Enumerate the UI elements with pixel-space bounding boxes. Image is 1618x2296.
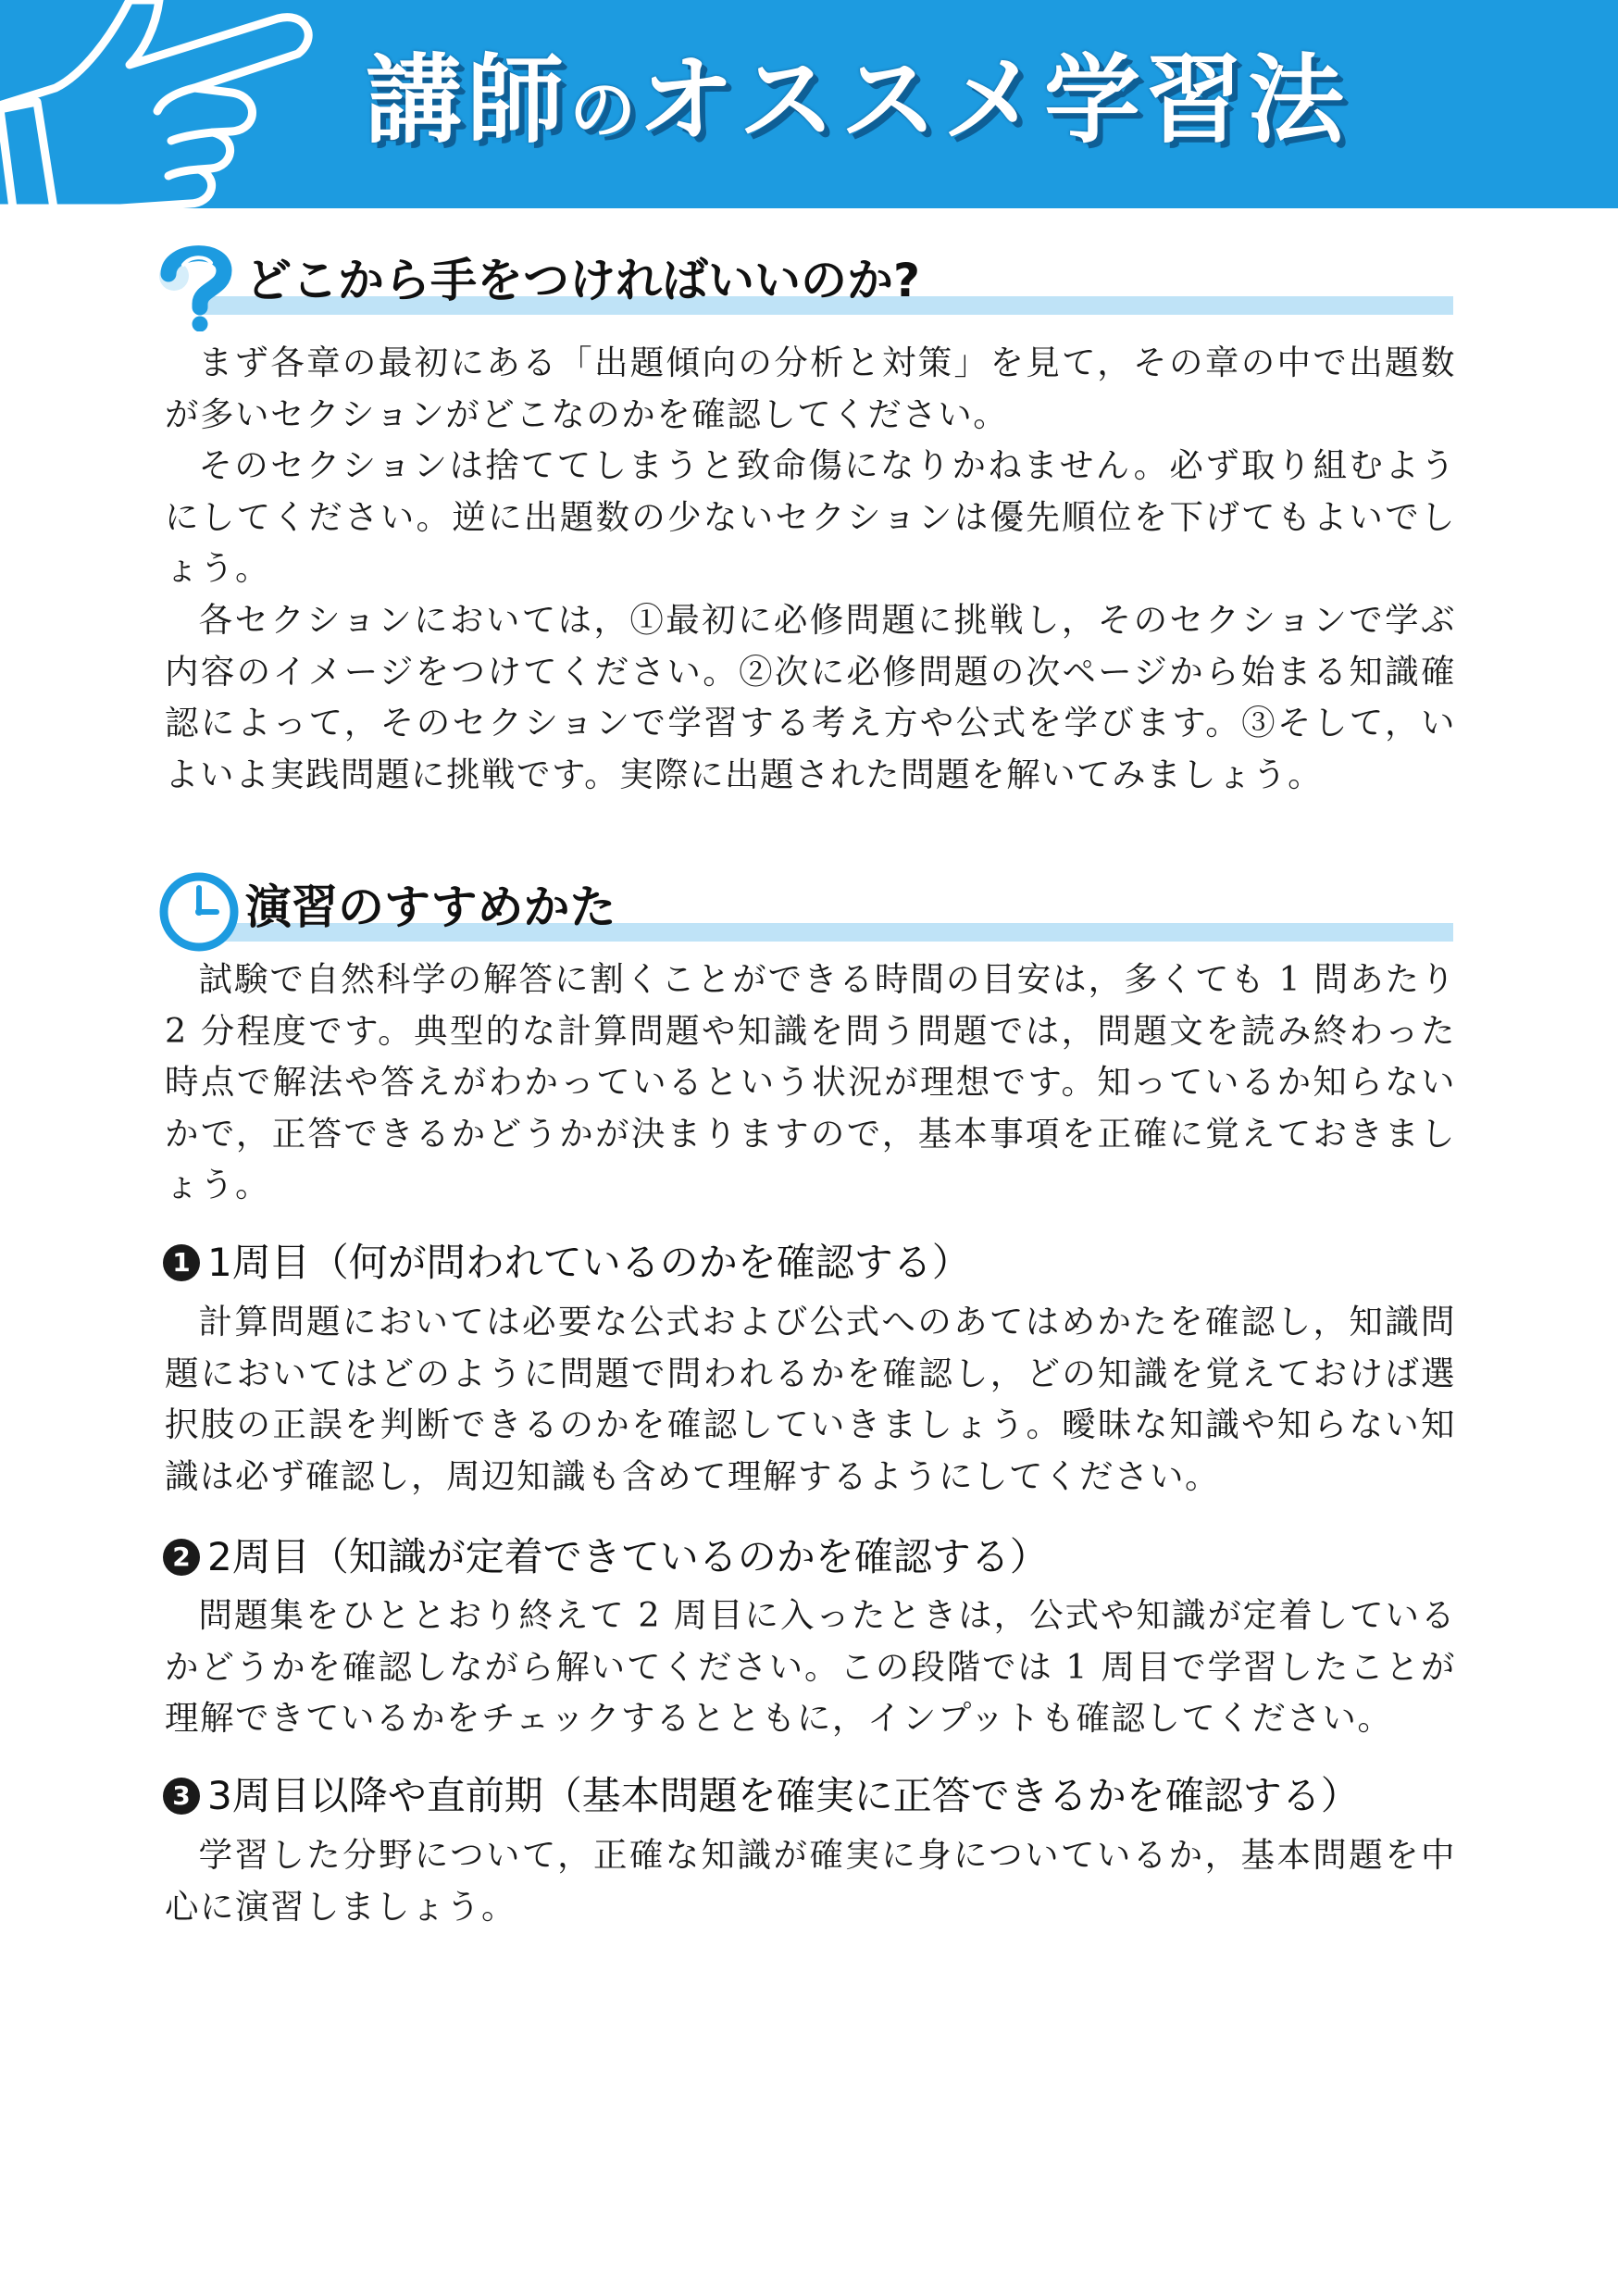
page-title	[366, 35, 1350, 175]
pointing-hand-icon	[0, 0, 352, 208]
title-part-1: 講師	[366, 44, 570, 156]
paragraph: 学習した分野について，正確な知識が確実に身についているか，基本問題を中心に演習しましょう。	[165, 1835, 1456, 1927]
step-heading-2	[163, 1529, 1049, 1585]
step-title: 1周目（何が問われているのかを確認する）	[207, 1240, 971, 1285]
step-heading-3	[163, 1768, 1360, 1824]
paragraph: 問題集をひととおり終えて 2 周目に入ったときは，公式や知識が定着しているかどうかを確認しながら解いてください。この段階では 1 周目で学習したことが理解できているかをチェックするとともに，インプットも確認してください。	[165, 1595, 1456, 1738]
clock-icon	[157, 866, 246, 958]
paragraph: 計算問題においては必要な公式および公式へのあてはめかたを確認し，知識問題においてはどのように問題で問われるかを確認し，どの知識を覚えておけば選択肢の正誤を判断できるのかを確認していきましょう。曖昧な知識や知らない知識は必ず確認し，周辺知識も含めて理解するようにしてください。	[165, 1302, 1456, 1496]
section-title: 演習のすすめかた	[245, 880, 616, 934]
paragraph: そのセクションは捨ててしまうと致命傷になりかねません。必ず取り組むようにしてください。逆に出題数の少ないセクションは優先順位を下げてもよいでしょう。	[165, 445, 1456, 588]
paragraph: まず各章の最初にある「出題傾向の分析と対策」を見て，その章の中で出題数が多いセクションがどこなのかを確認してください。	[165, 343, 1456, 434]
paragraph: 各セクションにおいては，①最初に必修問題に挑戦し，そのセクションで学ぶ内容のイメージをつけてください。②次に必修問題の次ページから始まる知識確認によって，そのセクションで学習する考え方や公式を学びます。③そして，いよいよ実践問題に挑戦です。実際に出題された問題を解いてみましょう。	[165, 600, 1456, 794]
paragraph: 試験で自然科学の解答に割くことができる時間の目安は，多くても 1 問あたり 2 分程度です。典型的な計算問題や知識を問う問題では，問題文を読み終わった時点で解法や答えがわかっているという状況が理想です。知っているか知らないかで，正答できるかどうかが決まりますので，基本事項を正確に覚えておきましょう。	[165, 959, 1456, 1204]
step-number-badge: 1	[163, 1244, 200, 1281]
section-heading-how-to-practice	[157, 866, 1453, 958]
step-number-badge: 3	[163, 1778, 200, 1815]
section-heading-where-to-start	[157, 239, 1453, 331]
step-title: 3周目以降や直前期（基本問題を確実に正答できるかを確認する）	[207, 1773, 1360, 1818]
title-part-2: の	[569, 71, 639, 149]
question-icon	[157, 239, 241, 331]
step-number-badge: 2	[163, 1539, 200, 1576]
section-title: どこから手をつければいいのか?	[245, 254, 921, 307]
step-title: 2周目（知識が定着できているのかを確認する）	[207, 1534, 1049, 1579]
step-heading-1	[163, 1235, 971, 1291]
header-banner	[0, 0, 1618, 208]
title-part-3: オススメ学習法	[638, 44, 1350, 156]
